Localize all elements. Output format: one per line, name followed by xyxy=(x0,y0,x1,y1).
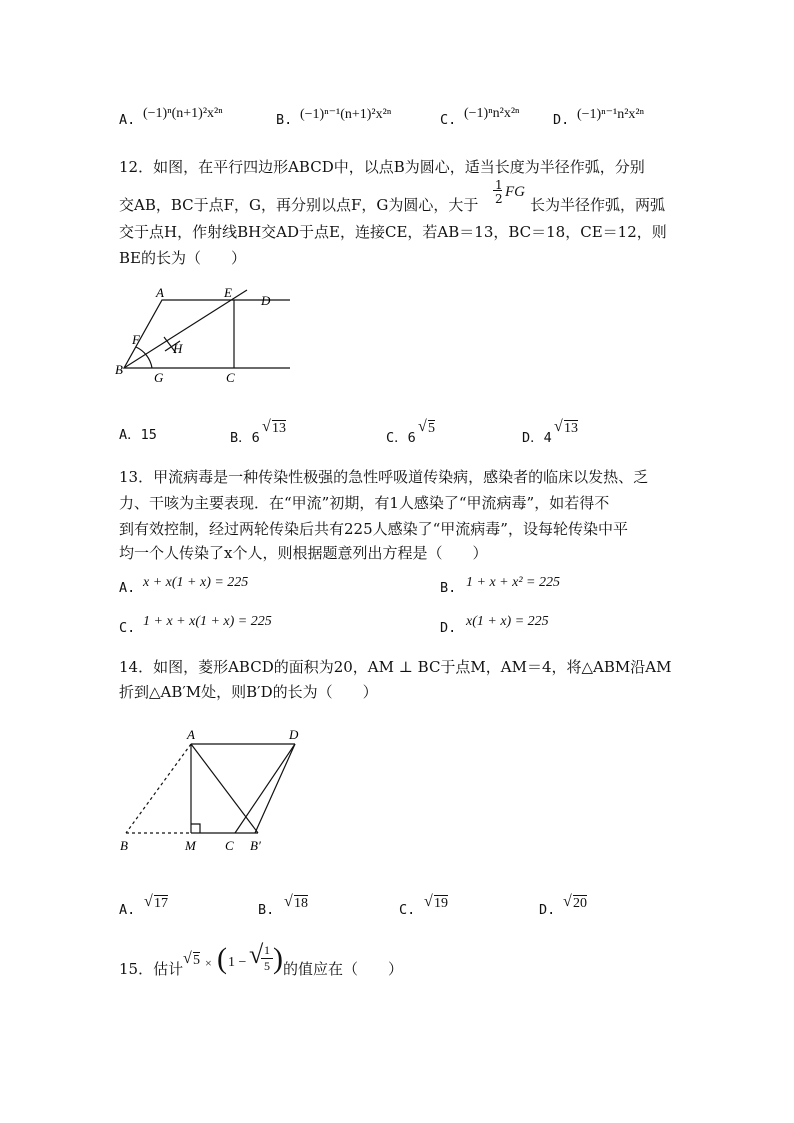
radical-sign-icon: √ xyxy=(249,940,264,969)
q14-option-c-label: C. xyxy=(399,902,416,918)
q12-fraction-numerator: 1 xyxy=(495,178,503,192)
q14-label-c: C xyxy=(225,838,234,853)
q12-label-e: E xyxy=(224,285,232,300)
q12-option-d-label: D．4 xyxy=(522,430,552,446)
q12-label-d: D xyxy=(261,293,271,308)
q15-one-minus: 1 − xyxy=(228,955,247,970)
radical-sign-icon: √ xyxy=(424,893,433,910)
q14-label-d: D xyxy=(289,727,299,742)
arc-fg xyxy=(136,347,152,368)
q11-option-a-label: A. xyxy=(119,112,136,128)
q12-text-line-4: BE的长为（ ） xyxy=(119,249,246,267)
q11-option-c-expr: (−1)ⁿn²x²ⁿ xyxy=(464,106,520,121)
q11-option-d-expr: (−1)ⁿ⁻¹n²x²ⁿ xyxy=(577,107,645,122)
q14-option-b-label: B. xyxy=(258,902,275,918)
q12-fraction-denominator: 2 xyxy=(495,192,503,206)
q12-text-line-2-end: 长为半径作弧，两弧 xyxy=(530,196,666,214)
q12-parallelogram-figure xyxy=(110,285,290,385)
q15-frac-numerator: 1 xyxy=(264,943,270,957)
q12-label-b: B xyxy=(115,362,123,377)
q13-option-b-label: B. xyxy=(440,580,457,596)
q12-option-a: A．15 xyxy=(119,427,157,443)
side-dc xyxy=(255,744,295,833)
q12-option-b-label: B．6 xyxy=(230,430,260,446)
q12-text-line-2-start: 交AB，BC于点F，G，再分别以点F，G为圆心，大于 xyxy=(119,196,479,214)
q14-option-b-radicand: 18 xyxy=(294,896,308,911)
q14-label-b: B xyxy=(120,838,128,853)
q14-option-c-radicand: 19 xyxy=(434,896,448,911)
q11-option-b-expr: (−1)ⁿ⁻¹(n+1)²x²ⁿ xyxy=(300,107,392,122)
q12-label-h: H xyxy=(173,341,183,356)
segment-ab-prime xyxy=(191,744,258,833)
q14-label-b-prime: B′ xyxy=(250,838,261,853)
q12-option-b-radicand: 13 xyxy=(272,421,286,436)
q12-option-c-radicand: 5 xyxy=(428,421,435,436)
q12-option-d-radicand: 13 xyxy=(564,421,578,436)
q15-radicand: 5 xyxy=(193,953,200,968)
q12-label-a: A xyxy=(156,285,164,300)
radical-sign-icon: √ xyxy=(554,418,563,435)
q15-times: × xyxy=(205,956,212,970)
q13-option-b: 1 + x + x² = 225 xyxy=(466,575,560,590)
q13-option-c-label: C. xyxy=(119,620,136,636)
q12-label-c: C xyxy=(226,370,235,385)
radical-sign-icon: √ xyxy=(418,418,427,435)
radical-sign-icon: √ xyxy=(284,893,293,910)
q12-option-c-label: C．6 xyxy=(386,430,416,446)
radical-sign-icon: √ xyxy=(563,893,572,910)
segment-b-prime-d xyxy=(235,744,295,833)
q14-option-a-label: A. xyxy=(119,902,136,918)
q11-option-c-label: C. xyxy=(440,112,457,128)
q13-option-d-label: D. xyxy=(440,620,457,636)
q14-option-d-radicand: 20 xyxy=(573,896,587,911)
q13-option-a-label: A. xyxy=(119,580,136,596)
q12-label-f: F xyxy=(132,332,140,347)
q12-text-line-1: 12．如图，在平行四边形ABCD中，以点B为圆心，适当长度为半径作弧，分别 xyxy=(119,158,645,176)
q13-option-c: 1 + x + x(1 + x) = 225 xyxy=(143,614,272,629)
q13-text-line-3: 到有效控制，经过两轮传染后共有225人感染了“甲流病毒”，设每轮传染中平 xyxy=(119,520,628,538)
q11-option-d-label: D. xyxy=(553,112,570,128)
q14-rhombus-figure xyxy=(112,724,312,856)
q15-left-paren: ( xyxy=(217,942,227,975)
q13-text-line-2: 力、干咳为主要表现．在“甲流”初期，有1人感染了“甲流病毒”，如若得不 xyxy=(119,494,610,512)
radical-sign-icon: √ xyxy=(262,418,271,435)
radical-sign-icon: √ xyxy=(144,893,153,910)
q14-label-a: A xyxy=(187,727,195,742)
q14-text-line-1: 14．如图，菱形ABCD的面积为20，AM ⊥ BC于点M，AM＝4，将△ABM沿AM xyxy=(119,658,672,676)
q15-right-paren: ) xyxy=(273,942,283,975)
q12-fraction-bar xyxy=(493,190,502,191)
q12-text-line-3: 交于点H，作射线BH交AD于点E，连接CE，若AB＝13，BC＝18，CE＝12，则 xyxy=(119,223,667,241)
q13-option-a: x + x(1 + x) = 225 xyxy=(143,575,249,590)
ray-bh xyxy=(124,290,247,368)
q15-prefix: 15．估计 xyxy=(119,960,184,978)
q12-fraction-tail: FG xyxy=(505,184,525,200)
q14-option-a-radicand: 17 xyxy=(154,896,168,911)
right-angle-mark xyxy=(191,824,200,833)
dashed-ab xyxy=(126,744,191,833)
q13-option-d: x(1 + x) = 225 xyxy=(466,614,549,629)
radical-sign-icon: √ xyxy=(183,950,192,967)
q15-suffix: 的值应在（ ） xyxy=(283,960,404,978)
q14-text-line-2: 折到△AB′M处，则B′D的长为（ ） xyxy=(119,683,378,701)
q13-text-line-4: 均一个人传染了x个人，则根据题意列出方程是（ ） xyxy=(119,544,488,562)
q14-label-m: M xyxy=(185,838,196,853)
q12-label-g: G xyxy=(154,370,164,385)
q15-frac-denominator: 5 xyxy=(264,959,270,973)
q11-option-b-label: B. xyxy=(276,112,293,128)
q13-text-line-1: 13．甲流病毒是一种传染性极强的急性呼吸道传染病，感染者的临床以发热、乏 xyxy=(119,468,649,486)
q11-option-a-expr: (−1)ⁿ(n+1)²x²ⁿ xyxy=(143,106,223,121)
q14-option-d-label: D. xyxy=(539,902,556,918)
